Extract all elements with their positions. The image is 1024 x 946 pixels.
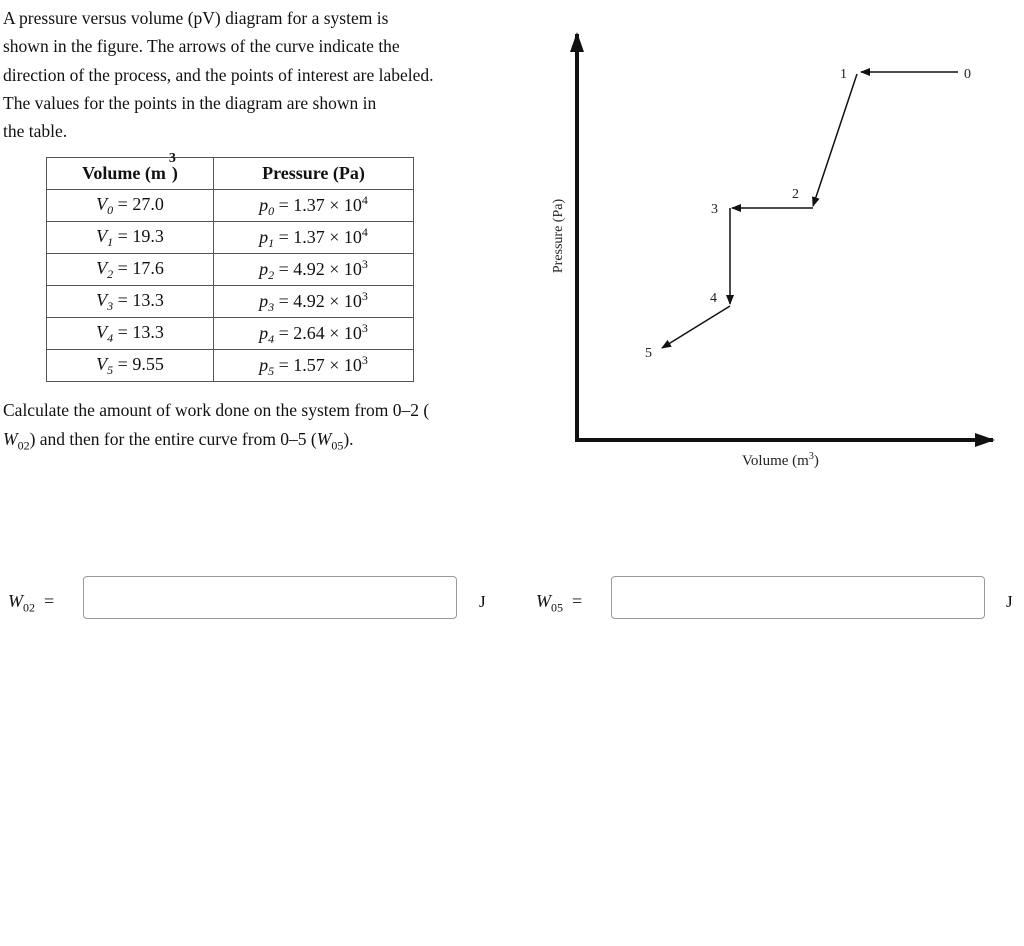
- pressure-value: = 1.37 × 10: [274, 226, 362, 247]
- volume-value: = 19.3: [113, 225, 164, 246]
- pressure-exponent: 3: [361, 288, 368, 303]
- question-line-2-mid: ) and then for the entire curve from 0–5 (: [29, 429, 317, 449]
- point-label-5: 5: [645, 346, 652, 361]
- pressure-exponent: 3: [361, 256, 368, 271]
- pressure-subscript: 5: [268, 363, 275, 378]
- question-line-2-end: ).: [343, 429, 354, 449]
- volume-subscript: 3: [107, 298, 114, 313]
- pressure-symbol: p: [259, 194, 269, 215]
- pressure-subscript: 3: [268, 299, 275, 314]
- w05-subscript: 05: [331, 438, 344, 453]
- point-label-2: 2: [792, 187, 799, 202]
- volume-symbol: V: [96, 193, 108, 214]
- pressure-symbol: p: [259, 354, 269, 375]
- pressure-exponent: 3: [361, 352, 368, 367]
- w02-answer-label: [8, 591, 54, 616]
- intro-line: direction of the process, and the points of interest are labeled.: [3, 64, 434, 85]
- pressure-column-header: Pressure (Pa): [214, 158, 414, 190]
- volume-subscript: 1: [107, 234, 114, 249]
- point-label-0: 0: [964, 67, 971, 82]
- w02-answer-subscript: 02: [23, 600, 35, 615]
- intro-line: A pressure versus volume (pV) diagram for a system is: [3, 8, 389, 28]
- question-line-1: Calculate the amount of work done on the system from 0–2 (: [3, 400, 430, 420]
- volume-value: = 13.3: [113, 321, 164, 342]
- volume-symbol: V: [96, 289, 108, 310]
- pressure-exponent: 4: [361, 224, 368, 239]
- pressure-exponent: 4: [361, 192, 368, 207]
- w05-equals: =: [572, 591, 583, 611]
- intro-line: The values for the points in the diagram are shown in: [3, 92, 377, 113]
- pressure-subscript: 4: [268, 331, 275, 346]
- pressure-exponent: 3: [361, 320, 368, 335]
- pressure-value: = 4.92 × 10: [274, 258, 362, 279]
- x-axis-label-close: ): [813, 453, 819, 469]
- w02-letter: W: [3, 429, 18, 449]
- point-label-4: 4: [710, 291, 717, 306]
- w02-answer-input[interactable]: [83, 576, 457, 619]
- volume-subscript: 2: [107, 266, 114, 281]
- volume-header-close: ): [171, 163, 178, 183]
- w05-unit: J: [1006, 592, 1013, 611]
- pressure-value: = 1.37 × 10: [274, 194, 362, 215]
- w05-answer-subscript: 05: [551, 600, 563, 615]
- point-label-3: 3: [711, 202, 718, 217]
- w02-unit: J: [479, 592, 486, 611]
- volume-symbol: V: [96, 353, 108, 374]
- volume-subscript: 4: [107, 330, 114, 345]
- segment-4-5: [662, 306, 730, 348]
- pressure-value: = 1.57 × 10: [274, 354, 362, 375]
- intro-line: shown in the figure. The arrows of the curve indicate the: [3, 36, 400, 57]
- x-axis-label-exponent: 3: [808, 451, 814, 462]
- pressure-symbol: p: [259, 322, 269, 343]
- pressure-symbol: p: [259, 226, 269, 247]
- volume-subscript: 5: [107, 362, 114, 377]
- segment-1-2: [813, 74, 857, 206]
- intro-line: the table.: [3, 121, 68, 142]
- pressure-subscript: 1: [268, 235, 275, 250]
- volume-value: = 27.0: [113, 193, 164, 214]
- volume-value: = 9.55: [113, 353, 164, 374]
- volume-symbol: V: [96, 225, 108, 246]
- pressure-symbol: p: [259, 258, 269, 279]
- w02-subscript: 02: [17, 438, 30, 453]
- volume-value: = 13.3: [113, 289, 164, 310]
- pressure-subscript: 0: [268, 203, 275, 218]
- volume-header-label: Volume (m: [82, 163, 166, 183]
- volume-symbol: V: [96, 257, 108, 278]
- volume-subscript: 0: [107, 202, 114, 217]
- point-label-1: 1: [840, 67, 847, 82]
- volume-header-exponent: 3: [168, 151, 176, 166]
- volume-symbol: V: [96, 321, 108, 342]
- pressure-value: = 2.64 × 10: [274, 322, 362, 343]
- w02-answer-letter: W: [8, 591, 23, 611]
- volume-value: = 17.6: [113, 257, 164, 278]
- y-axis-label: Pressure (Pa): [551, 198, 566, 274]
- w05-letter: W: [316, 429, 332, 449]
- pressure-value: = 4.92 × 10: [274, 290, 362, 311]
- w05-answer-label: [536, 591, 582, 616]
- pressure-subscript: 2: [268, 267, 275, 282]
- x-axis-label: [742, 451, 819, 469]
- w02-equals: =: [44, 591, 55, 611]
- x-axis-label-text: Volume (m: [742, 453, 809, 469]
- w05-answer-input[interactable]: [611, 576, 985, 619]
- w05-answer-letter: W: [536, 591, 551, 611]
- pressure-symbol: p: [259, 290, 269, 311]
